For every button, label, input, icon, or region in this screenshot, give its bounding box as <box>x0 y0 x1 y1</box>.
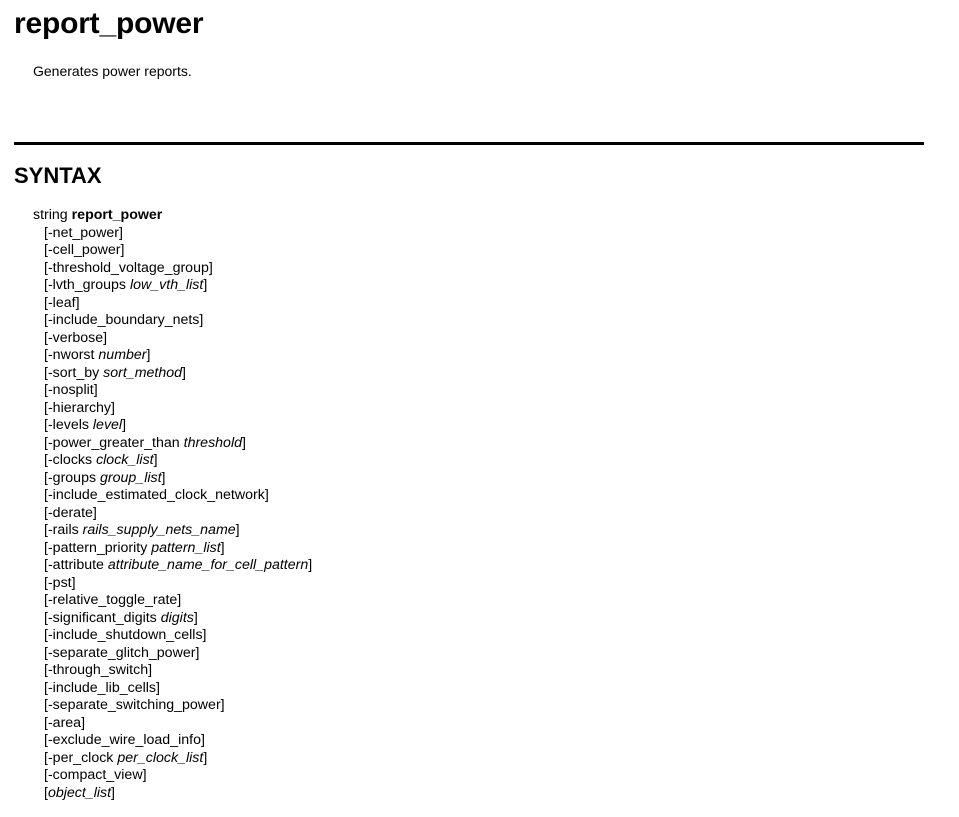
option-argument: pattern_list <box>151 539 221 556</box>
option-flag: -compact_view <box>47 767 143 783</box>
option-flag: -attribute <box>47 557 104 573</box>
option-flag: -cell_power <box>47 242 121 258</box>
syntax-option: [-nworst number] <box>44 347 151 363</box>
syntax-heading: SYNTAX <box>14 163 102 188</box>
option-argument: attribute_name_for_cell_pattern <box>107 557 309 573</box>
option-argument: level <box>92 417 123 433</box>
syntax-option: [-per_clock per_clock_list] <box>44 749 208 766</box>
syntax-option: [-net_power] <box>44 224 123 241</box>
option-flag: -leaf <box>47 294 76 311</box>
option-argument: group_list <box>100 469 162 486</box>
command-description: Generates power reports. <box>33 63 192 79</box>
option-flag: -per_clock <box>47 749 114 766</box>
option-flag: -include_shutdown_cells <box>47 627 203 643</box>
syntax-option: [-lvth_groups low_vth_list] <box>44 277 208 293</box>
option-flag: -clocks <box>47 452 93 468</box>
syntax-option: [-exclude_wire_load_info] <box>44 732 205 748</box>
option-flag: -area <box>47 714 82 731</box>
syntax-option: [-power_greater_than threshold] <box>44 434 246 451</box>
option-flag: -separate_glitch_power <box>47 644 196 661</box>
syntax-option: [-pattern_priority pattern_list] <box>44 539 225 556</box>
syntax-option: [-cell_power] <box>44 242 125 258</box>
option-flag: -nosplit <box>47 382 94 398</box>
option-flag: -net_power <box>47 224 119 241</box>
option-flag: -separate_switching_power <box>47 697 221 713</box>
option-flag: -pattern_priority <box>47 539 148 556</box>
syntax-option: [-leaf] <box>44 294 80 311</box>
option-flag: -hierarchy <box>47 399 112 416</box>
option-argument: digits <box>160 609 194 626</box>
option-flag: -lvth_groups <box>47 277 127 293</box>
section-divider <box>14 142 924 145</box>
syntax-option: [-separate_glitch_power] <box>44 644 200 661</box>
syntax-option: [-nosplit] <box>44 382 98 398</box>
syntax-block <box>33 207 312 802</box>
syntax-option: [-include_lib_cells] <box>44 679 160 696</box>
option-flag: -relative_toggle_rate <box>47 592 178 608</box>
syntax-option: [-sort_by sort_method] <box>44 364 186 381</box>
syntax-option: [-area] <box>44 714 86 731</box>
syntax-option: [-clocks clock_list] <box>44 452 158 468</box>
option-argument: rails_supply_nets_name <box>82 522 236 538</box>
option-flag: -rails <box>47 522 79 538</box>
syntax-option: [-verbose] <box>44 329 108 346</box>
option-argument: per_clock_list <box>117 749 204 766</box>
option-flag: -pst <box>47 574 72 591</box>
option-flag: -include_estimated_clock_network <box>47 487 265 503</box>
option-flag: -derate <box>47 504 93 521</box>
option-flag: -significant_digits <box>47 609 157 626</box>
syntax-option: [-pst] <box>44 574 76 591</box>
option-flag: -include_lib_cells <box>47 679 156 696</box>
syntax-option: [-rails rails_supply_nets_name] <box>44 522 240 538</box>
return-type: string <box>33 207 68 223</box>
option-argument: clock_list <box>96 452 154 468</box>
syntax-signature <box>33 207 312 225</box>
syntax-option: [-separate_switching_power] <box>44 697 225 713</box>
command-name: report_power <box>71 207 163 223</box>
option-argument: number <box>98 347 147 363</box>
syntax-option: [-compact_view] <box>44 767 147 783</box>
option-flag: -power_greater_than <box>47 434 180 451</box>
syntax-option: [-include_boundary_nets] <box>44 312 204 328</box>
options-list <box>33 225 312 803</box>
syntax-option: [object_list] <box>44 784 115 801</box>
syntax-option: [-relative_toggle_rate] <box>44 592 182 608</box>
syntax-option: [-hierarchy] <box>44 399 115 416</box>
syntax-option: [-groups group_list] <box>44 469 166 486</box>
option-argument: object_list <box>47 784 112 801</box>
syntax-option: [-include_shutdown_cells] <box>44 627 207 643</box>
option-flag: -levels <box>47 417 89 433</box>
option-flag: -groups <box>47 469 97 486</box>
page-title: report_power <box>14 7 204 40</box>
syntax-option: [-levels level] <box>44 417 127 433</box>
syntax-option: [-derate] <box>44 504 97 521</box>
option-flag: -through_switch <box>47 662 149 678</box>
option-flag: -include_boundary_nets <box>47 312 200 328</box>
syntax-option: [-attribute attribute_name_for_cell_pattern] <box>44 557 313 573</box>
option-flag: -threshold_voltage_group <box>47 259 209 276</box>
syntax-option: [-threshold_voltage_group] <box>44 259 213 276</box>
syntax-option: [-include_estimated_clock_network] <box>44 487 269 503</box>
option-flag: -verbose <box>47 329 104 346</box>
option-flag: -exclude_wire_load_info <box>47 732 201 748</box>
option-argument: sort_method <box>103 364 183 381</box>
option-argument: threshold <box>183 434 242 451</box>
option-flag: -sort_by <box>47 364 100 381</box>
option-argument: low_vth_list <box>129 277 204 293</box>
syntax-option: [-through_switch] <box>44 662 153 678</box>
syntax-option: [-significant_digits digits] <box>44 609 198 626</box>
option-flag: -nworst <box>47 347 95 363</box>
